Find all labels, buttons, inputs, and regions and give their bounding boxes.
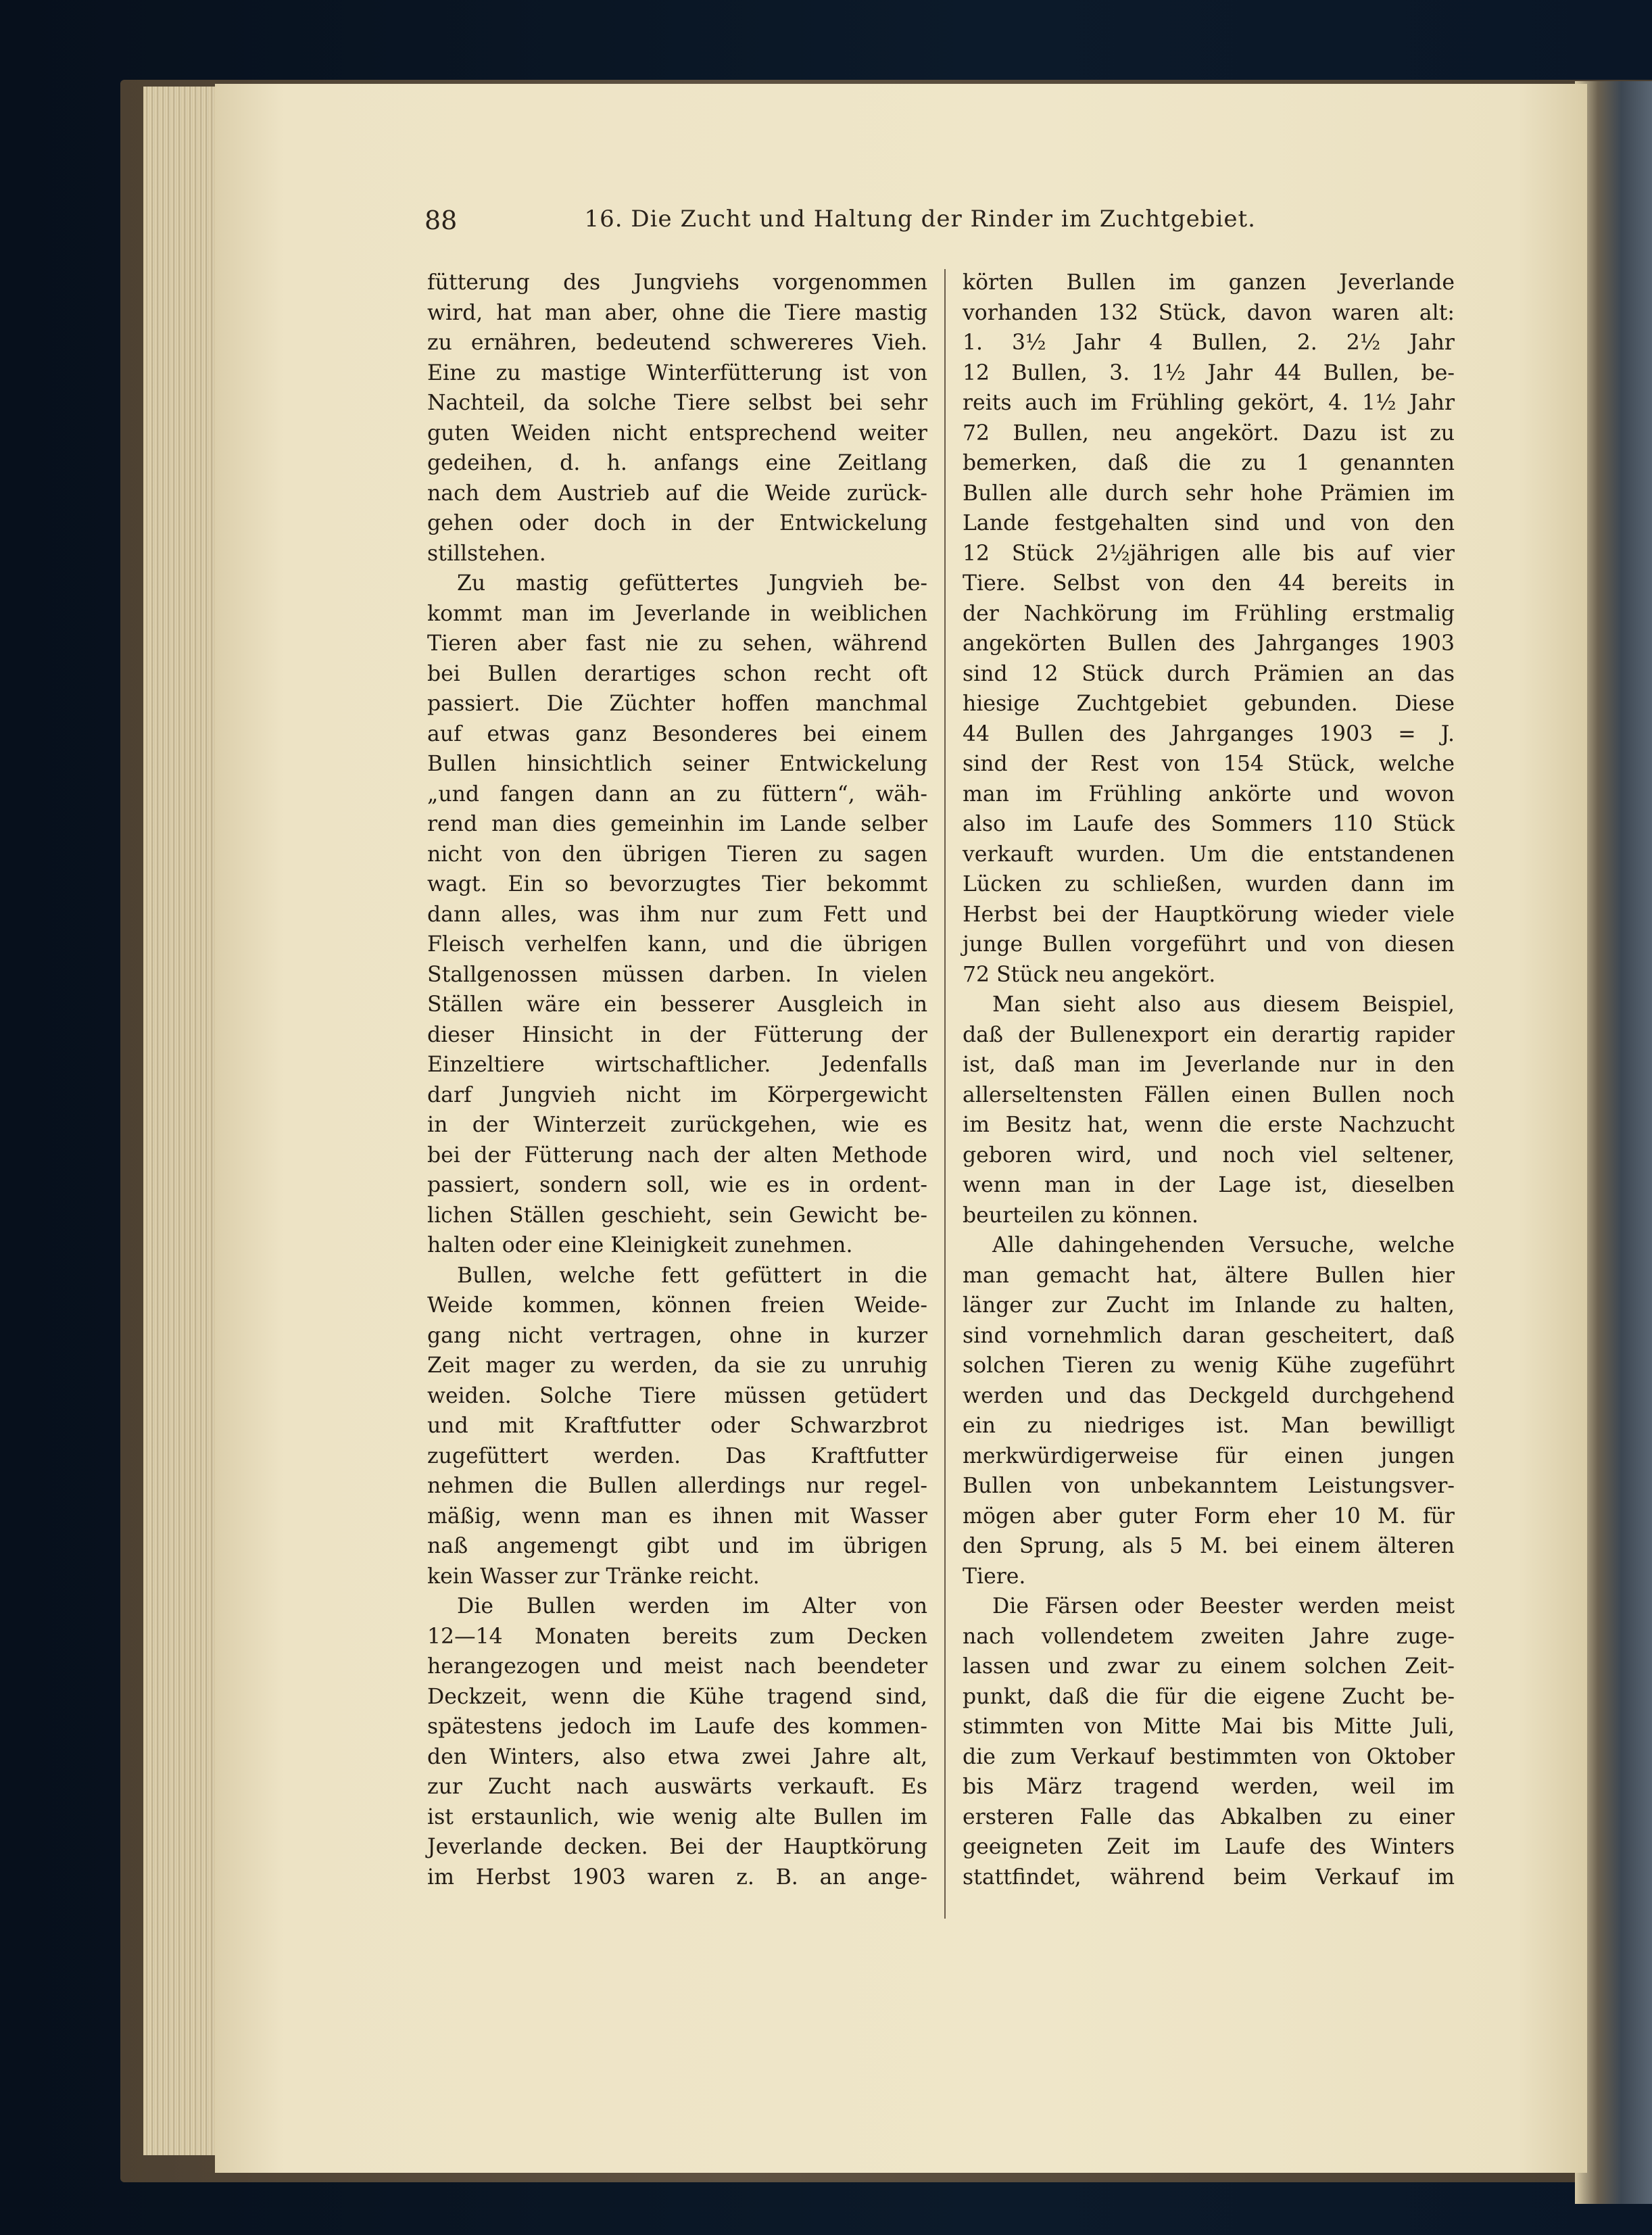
text-line: gang nicht vertragen, ohne in kurzer xyxy=(427,1323,927,1348)
text-line: den Sprung, als 5 M. bei einem älteren xyxy=(963,1534,1455,1558)
text-line: dann alles, was ihm nur zum Fett und xyxy=(427,902,927,927)
text-line: Die Färsen oder Beester werden meist xyxy=(992,1594,1455,1618)
text-line: daß der Bullenexport ein derartig rapider xyxy=(963,1022,1455,1047)
text-line: zugefüttert werden. Das Kraftfutter xyxy=(427,1443,927,1468)
text-line: angekörten Bullen des Jahrganges 1903 xyxy=(963,631,1455,656)
running-head: 16. Die Zucht und Haltung der Rinder im Zuchtgebiet. xyxy=(584,206,1256,233)
text-line: man gemacht hat, ältere Bullen hier xyxy=(963,1263,1455,1288)
text-line: Fleisch verhelfen kann, und die übrigen xyxy=(427,932,927,957)
text-line: Lücken zu schließen, wurden dann im xyxy=(963,872,1455,896)
text-line: der Nachkörung im Frühling erstmalig xyxy=(963,601,1455,626)
text-line: solchen Tieren zu wenig Kühe zugeführt xyxy=(963,1353,1455,1378)
text-line: verkauft wurden. Um die entstandenen xyxy=(963,842,1455,867)
text-line: lassen und zwar zu einem solchen Zeit- xyxy=(963,1654,1455,1679)
text-line: sind der Rest von 154 Stück, welche xyxy=(963,752,1455,776)
text-line: ist, daß man im Jeverlande nur in den xyxy=(963,1053,1455,1077)
text-line: rend man dies gemeinhin im Lande selber xyxy=(427,812,927,836)
text-line: geeigneten Zeit im Laufe des Winters xyxy=(963,1835,1455,1859)
text-line: lichen Ställen geschieht, sein Gewicht be- xyxy=(427,1203,927,1228)
text-line: Zeit mager zu werden, da sie zu unruhig xyxy=(427,1353,927,1378)
text-line: also im Laufe des Sommers 110 Stück xyxy=(963,812,1455,836)
text-line: den Winters, also etwa zwei Jahre alt, xyxy=(427,1744,927,1769)
text-line: wagt. Ein so bevorzugtes Tier bekommt xyxy=(427,872,927,896)
text-line: fütterung des Jungviehs vorgenommen xyxy=(427,270,927,295)
text-line: man im Frühling ankörte und wovon xyxy=(963,782,1455,807)
text-line: junge Bullen vorgeführt und von diesen xyxy=(963,932,1455,957)
text-line: halten oder eine Kleinigkeit zunehmen. xyxy=(427,1233,853,1257)
text-line: kein Wasser zur Tränke reicht. xyxy=(427,1564,760,1589)
text-line: in der Winterzeit zurückgehen, wie es xyxy=(427,1113,927,1137)
text-line: 72 Stück neu angekört. xyxy=(963,962,1216,987)
text-line: zur Zucht nach auswärts verkauft. Es xyxy=(427,1775,927,1799)
page-number: 88 xyxy=(424,206,458,235)
text-line: Zu mastig gefüttertes Jungvieh be- xyxy=(457,571,927,596)
text-line: Tiere. Selbst von den 44 bereits in xyxy=(963,571,1455,596)
text-line: allerseltensten Fällen einen Bullen noch xyxy=(963,1082,1455,1107)
text-line: und mit Kraftfutter oder Schwarzbrot xyxy=(427,1414,927,1438)
text-line: sind 12 Stück durch Prämien an das xyxy=(963,661,1455,686)
text-line: Bullen alle durch sehr hohe Prämien im xyxy=(963,481,1455,506)
text-line: nach vollendetem zweiten Jahre zuge- xyxy=(963,1624,1455,1649)
text-line: mäßig, wenn man es ihnen mit Wasser xyxy=(427,1504,927,1529)
text-line: beurteilen zu können. xyxy=(963,1203,1199,1228)
text-line: ein zu niedriges ist. Man bewilligt xyxy=(963,1414,1455,1438)
text-line: gedeihen, d. h. anfangs eine Zeitlang xyxy=(427,451,927,475)
text-line: Deckzeit, wenn die Kühe tragend sind, xyxy=(427,1684,927,1709)
text-line: vorhanden 132 Stück, davon waren alt: xyxy=(963,300,1455,325)
text-line: weiden. Solche Tiere müssen getüdert xyxy=(427,1383,927,1408)
text-line: Tieren aber fast nie zu sehen, während xyxy=(427,631,927,656)
text-line: Nachteil, da solche Tiere selbst bei sehr xyxy=(427,391,927,415)
text-line: bemerken, daß die zu 1 genannten xyxy=(963,451,1455,475)
text-line: merkwürdigerweise für einen jungen xyxy=(963,1443,1455,1468)
text-line: stillstehen. xyxy=(427,541,546,566)
text-line: naß angemengt gibt und im übrigen xyxy=(427,1534,927,1558)
text-line: bei der Fütterung nach der alten Methode xyxy=(427,1143,927,1168)
text-line: Bullen von unbekanntem Leistungsver- xyxy=(963,1474,1455,1498)
text-line: ersteren Falle das Abkalben zu einer xyxy=(963,1804,1455,1829)
text-line: mögen aber guter Form eher 10 M. für xyxy=(963,1504,1455,1529)
text-line: 72 Bullen, neu angekört. Dazu ist zu xyxy=(963,420,1455,446)
text-column-left xyxy=(427,268,927,1931)
text-line: punkt, daß die für die eigene Zucht be- xyxy=(963,1684,1455,1709)
text-line: zu ernähren, bedeutend schwereres Vieh. xyxy=(427,331,927,355)
text-line: ist erstaunlich, wie wenig alte Bullen im xyxy=(427,1804,927,1829)
text-line: die zum Verkauf bestimmten von Oktober xyxy=(963,1744,1455,1769)
text-line: wenn man in der Lage ist, dieselben xyxy=(963,1173,1455,1197)
text-line: bis März tragend werden, weil im xyxy=(963,1775,1455,1799)
text-line: Bullen hinsichtlich seiner Entwickelung xyxy=(427,752,927,776)
text-line: bei Bullen derartiges schon recht oft xyxy=(427,661,927,686)
text-line: Ställen wäre ein besserer Ausgleich in xyxy=(427,992,927,1017)
text-line: „und fangen dann an zu füttern“, wäh- xyxy=(427,782,927,807)
text-line: geboren wird, und noch viel seltener, xyxy=(963,1143,1455,1168)
text-line: 1. 3½ Jahr 4 Bullen, 2. 2½ Jahr xyxy=(963,331,1455,355)
text-line: stimmten von Mitte Mai bis Mitte Juli, xyxy=(963,1714,1455,1739)
text-line: sind vornehmlich daran gescheitert, daß xyxy=(963,1323,1455,1348)
text-line: stattfindet, während beim Verkauf im xyxy=(963,1865,1455,1890)
text-line: darf Jungvieh nicht im Körpergewicht xyxy=(427,1082,927,1107)
text-line: 12—14 Monaten bereits zum Decken xyxy=(427,1624,927,1649)
text-line: Tiere. xyxy=(963,1564,1026,1589)
text-line: Jeverlande decken. Bei der Hauptkörung xyxy=(427,1835,927,1859)
text-line: nach dem Austrieb auf die Weide zurück- xyxy=(427,481,927,506)
text-line: dieser Hinsicht in der Fütterung der xyxy=(427,1022,927,1047)
text-line: werden und das Deckgeld durchgehend xyxy=(963,1383,1455,1408)
text-line: Alle dahingehenden Versuche, welche xyxy=(992,1233,1455,1257)
text-line: reits auch im Frühling gekört, 4. 1½ Jahr xyxy=(963,391,1455,415)
text-line: gehen oder doch in der Entwickelung xyxy=(427,511,927,535)
text-line: Einzeltiere wirtschaftlicher. Jedenfalls xyxy=(427,1053,927,1077)
text-line: 12 Bullen, 3. 1½ Jahr 44 Bullen, be- xyxy=(963,360,1455,385)
text-line: Stallgenossen müssen darben. In vielen xyxy=(427,962,927,987)
text-line: Man sieht also aus diesem Beispiel, xyxy=(992,992,1455,1017)
text-line: hiesige Zuchtgebiet gebunden. Diese xyxy=(963,692,1455,716)
text-line: körten Bullen im ganzen Jeverlande xyxy=(963,270,1455,295)
text-line: 12 Stück 2½jährigen alle bis auf vier xyxy=(963,541,1455,566)
text-line: guten Weiden nicht entsprechend weiter xyxy=(427,420,927,446)
text-line: im Besitz hat, wenn die erste Nachzucht xyxy=(963,1113,1455,1137)
text-line: Die Bullen werden im Alter von xyxy=(457,1594,927,1618)
text-line: kommt man im Jeverlande in weiblichen xyxy=(427,601,927,626)
text-line: Eine zu mastige Winterfütterung ist von xyxy=(427,360,927,385)
text-line: 44 Bullen des Jahrganges 1903 = J. xyxy=(963,721,1455,746)
text-column-right xyxy=(963,268,1455,1931)
text-line: passiert, sondern soll, wie es in ordent- xyxy=(427,1173,927,1197)
text-line: Bullen, welche fett gefüttert in die xyxy=(457,1263,927,1288)
text-line: nehmen die Bullen allerdings nur regel- xyxy=(427,1474,927,1498)
text-line: nicht von den übrigen Tieren zu sagen xyxy=(427,842,927,867)
text-line: passiert. Die Züchter hoffen manchmal xyxy=(427,692,927,716)
text-line: länger zur Zucht im Inlande zu halten, xyxy=(963,1293,1455,1318)
text-line: auf etwas ganz Besonderes bei einem xyxy=(427,721,927,746)
column-divider xyxy=(944,269,946,1919)
text-line: wird, hat man aber, ohne die Tiere mastig xyxy=(427,300,927,325)
text-line: Lande festgehalten sind und von den xyxy=(963,511,1455,535)
text-line: herangezogen und meist nach beendeter xyxy=(427,1654,927,1679)
text-line: Herbst bei der Hauptkörung wieder viele xyxy=(963,902,1455,927)
text-line: im Herbst 1903 waren z. B. an ange- xyxy=(427,1865,927,1890)
text-line: Weide kommen, können freien Weide- xyxy=(427,1293,927,1318)
page-header xyxy=(424,200,1256,241)
text-line: spätestens jedoch im Laufe des kommen- xyxy=(427,1714,927,1739)
